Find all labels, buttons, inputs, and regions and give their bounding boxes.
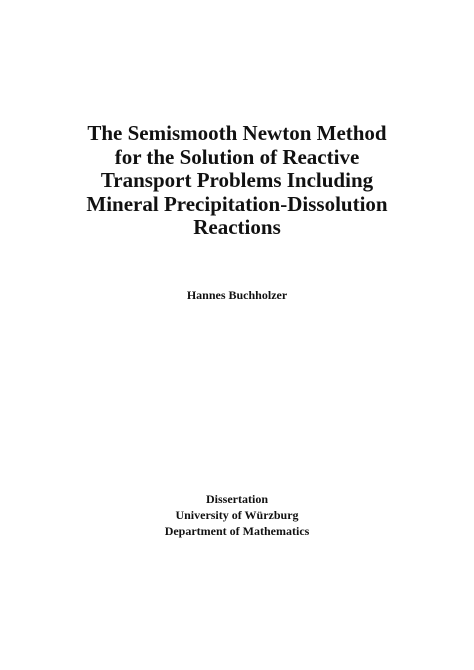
author-name: Hannes Buchholzer bbox=[186, 288, 288, 302]
department-name: Department of Mathematics bbox=[164, 524, 310, 538]
affiliation-block bbox=[0, 491, 474, 539]
document-type: Dissertation bbox=[206, 492, 268, 506]
university-name: University of Würzburg bbox=[175, 508, 299, 522]
title-line: Mineral Precipitation-Dissolution bbox=[86, 191, 388, 216]
document-title bbox=[0, 122, 474, 240]
title-line: The Semismooth Newton Method bbox=[87, 121, 387, 145]
title-line: for the Solution of Reactive bbox=[114, 144, 360, 169]
title-line: Transport Problems Including bbox=[100, 168, 374, 192]
title-line: Reactions bbox=[193, 215, 281, 239]
